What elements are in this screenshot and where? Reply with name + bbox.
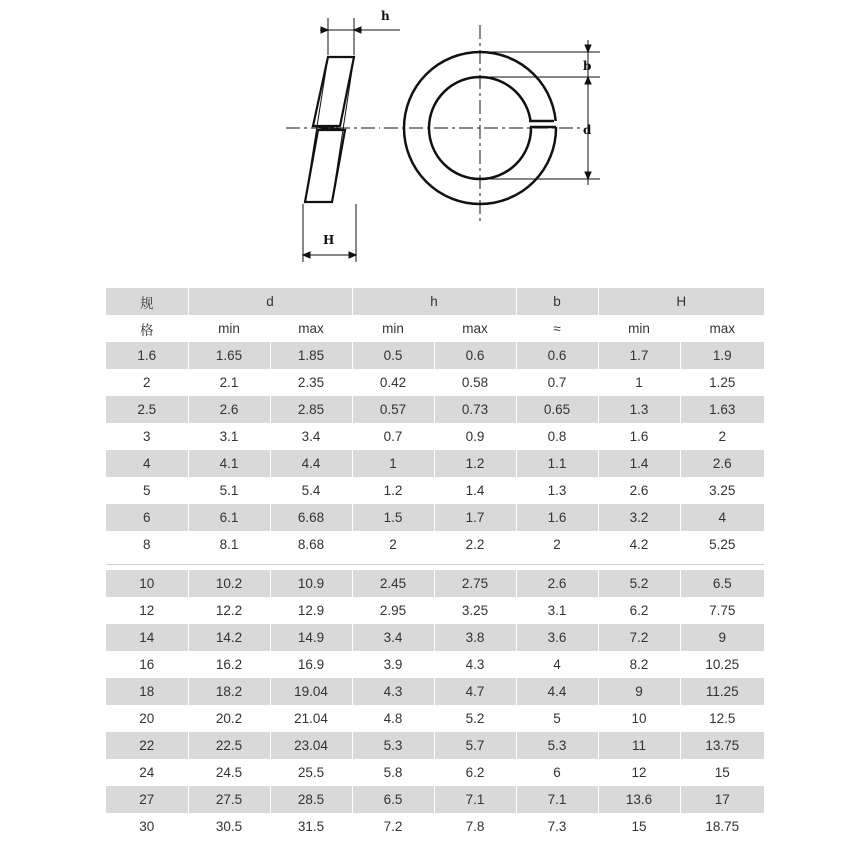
- table-cell: 24.5: [188, 759, 270, 786]
- header-d: d: [188, 288, 352, 315]
- table-cell: 5.2: [434, 705, 516, 732]
- table-cell: 1.4: [434, 477, 516, 504]
- table-cell: 4.7: [434, 678, 516, 705]
- table-cell: 2.95: [352, 597, 434, 624]
- table-cell: 0.7: [352, 423, 434, 450]
- header-sub-cell: 格: [106, 315, 188, 342]
- table-cell: 5.1: [188, 477, 270, 504]
- table-cell: 30.5: [188, 813, 270, 840]
- table-cell: 5: [516, 705, 598, 732]
- table-cell: 12: [598, 759, 680, 786]
- header-sub-cell: max: [270, 315, 352, 342]
- table-cell: 2.85: [270, 396, 352, 423]
- table-cell: 10: [106, 570, 188, 597]
- table-row: [106, 450, 764, 477]
- header-sub-cell: min: [188, 315, 270, 342]
- table-row: [106, 786, 764, 813]
- table-cell: 0.6: [434, 342, 516, 369]
- table-cell: 6.5: [680, 570, 764, 597]
- table-cell: 1.3: [516, 477, 598, 504]
- table-cell: 3.9: [352, 651, 434, 678]
- table-cell: 5.7: [434, 732, 516, 759]
- table-cell: 12.9: [270, 597, 352, 624]
- table-cell: 5.4: [270, 477, 352, 504]
- table-cell: 2.6: [680, 450, 764, 477]
- label-H: H: [323, 233, 335, 247]
- table-cell: 0.6: [516, 342, 598, 369]
- table-cell: 0.5: [352, 342, 434, 369]
- table-row: [106, 624, 764, 651]
- table-cell: 2.6: [516, 570, 598, 597]
- table-cell: 28.5: [270, 786, 352, 813]
- table-cell: 10.9: [270, 570, 352, 597]
- table-cell: 1.6: [106, 342, 188, 369]
- table-row: [106, 477, 764, 504]
- table-cell: 7.1: [434, 786, 516, 813]
- table-cell: 8.68: [270, 531, 352, 558]
- table-cell: 0.7: [516, 369, 598, 396]
- table-cell: 1: [352, 450, 434, 477]
- table-cell: 2: [352, 531, 434, 558]
- table-cell: 6.2: [434, 759, 516, 786]
- table-cell: 14.9: [270, 624, 352, 651]
- table-cell: 16.9: [270, 651, 352, 678]
- header-sub-cell: min: [352, 315, 434, 342]
- table-cell: 6.1: [188, 504, 270, 531]
- table-cell: 18.75: [680, 813, 764, 840]
- table-row: [106, 597, 764, 624]
- table-cell: 14.2: [188, 624, 270, 651]
- table-cell: 30: [106, 813, 188, 840]
- table-cell: 12.5: [680, 705, 764, 732]
- table-cell: 0.8: [516, 423, 598, 450]
- table-cell: 3.2: [598, 504, 680, 531]
- table-cell: 4: [106, 450, 188, 477]
- table-cell: 0.9: [434, 423, 516, 450]
- table-cell: 1.3: [598, 396, 680, 423]
- table-cell: 11: [598, 732, 680, 759]
- table-cell: 13.6: [598, 786, 680, 813]
- table-cell: 6.5: [352, 786, 434, 813]
- table-cell: 5.8: [352, 759, 434, 786]
- table-cell: 0.65: [516, 396, 598, 423]
- header-h: h: [352, 288, 516, 315]
- table-cell: 8: [106, 531, 188, 558]
- table-row: [106, 369, 764, 396]
- dimension-h: [320, 18, 400, 55]
- table-cell: 7.2: [352, 813, 434, 840]
- table-cell: 4.4: [270, 450, 352, 477]
- table-cell: 27.5: [188, 786, 270, 813]
- table-cell: 3.6: [516, 624, 598, 651]
- table-row: [106, 813, 764, 840]
- label-b: b: [583, 59, 592, 73]
- table-cell: 25.5: [270, 759, 352, 786]
- table-cell: 6.68: [270, 504, 352, 531]
- table-cell: 10.2: [188, 570, 270, 597]
- table-cell: 3.4: [352, 624, 434, 651]
- table-cell: 14: [106, 624, 188, 651]
- table-cell: 7.3: [516, 813, 598, 840]
- table-cell: 4.8: [352, 705, 434, 732]
- table-cell: 3: [106, 423, 188, 450]
- spring-washer-drawing: [0, 0, 866, 280]
- table-cell: 1.65: [188, 342, 270, 369]
- table-cell: 4: [680, 504, 764, 531]
- table-cell: 7.8: [434, 813, 516, 840]
- table-cell: 0.58: [434, 369, 516, 396]
- table-cell: 17: [680, 786, 764, 813]
- table-cell: 1.1: [516, 450, 598, 477]
- table-row: [106, 678, 764, 705]
- table-cell: 4.3: [434, 651, 516, 678]
- table-cell: 0.57: [352, 396, 434, 423]
- table-cell: 3.25: [680, 477, 764, 504]
- table-cell: 5: [106, 477, 188, 504]
- table-cell: 22.5: [188, 732, 270, 759]
- header-sub-cell: ≈: [516, 315, 598, 342]
- table-row: [106, 504, 764, 531]
- table-row: [106, 531, 764, 558]
- table-cell: 1.2: [434, 450, 516, 477]
- table-cell: 2.1: [188, 369, 270, 396]
- table-cell: 1.7: [434, 504, 516, 531]
- table-cell: 7.1: [516, 786, 598, 813]
- table-row: [106, 732, 764, 759]
- table-cell: 1.5: [352, 504, 434, 531]
- table-cell: 1.4: [598, 450, 680, 477]
- table-cell: 0.73: [434, 396, 516, 423]
- table-cell: 24: [106, 759, 188, 786]
- table-cell: 20.2: [188, 705, 270, 732]
- table-cell: 2.5: [106, 396, 188, 423]
- table-cell: 10: [598, 705, 680, 732]
- table-cell: 9: [680, 624, 764, 651]
- table-row: [106, 570, 764, 597]
- table-cell: 5.2: [598, 570, 680, 597]
- table-cell: 2.2: [434, 531, 516, 558]
- table-cell: 0.42: [352, 369, 434, 396]
- label-h: h: [381, 9, 390, 23]
- table-cell: 5.25: [680, 531, 764, 558]
- table-cell: 1.9: [680, 342, 764, 369]
- table-cell: 2.6: [598, 477, 680, 504]
- table-cell: 10.25: [680, 651, 764, 678]
- header-spec: 规: [106, 288, 188, 315]
- header-b: b: [516, 288, 598, 315]
- table-row: [106, 651, 764, 678]
- table-cell: 2: [106, 369, 188, 396]
- table-cell: 19.04: [270, 678, 352, 705]
- table-cell: 31.5: [270, 813, 352, 840]
- table-cell: 1.7: [598, 342, 680, 369]
- table-cell: 18: [106, 678, 188, 705]
- table-row: [106, 423, 764, 450]
- table-cell: 3.25: [434, 597, 516, 624]
- table-cell: 5.3: [352, 732, 434, 759]
- table-cell: 20: [106, 705, 188, 732]
- table-row: [106, 759, 764, 786]
- table-row: [106, 342, 764, 369]
- table-cell: 4.3: [352, 678, 434, 705]
- table-cell: 4.1: [188, 450, 270, 477]
- table-cell: 1: [598, 369, 680, 396]
- table-row: [106, 396, 764, 423]
- table-cell: 16.2: [188, 651, 270, 678]
- table-cell: 2.75: [434, 570, 516, 597]
- table-cell: 2: [516, 531, 598, 558]
- table-cell: 4: [516, 651, 598, 678]
- table-cell: 2.35: [270, 369, 352, 396]
- table-cell: 5.3: [516, 732, 598, 759]
- table-cell: 4.2: [598, 531, 680, 558]
- table-cell: 1.2: [352, 477, 434, 504]
- table-cell: 1.25: [680, 369, 764, 396]
- table-cell: 4.4: [516, 678, 598, 705]
- table-cell: 1.6: [516, 504, 598, 531]
- dimension-b-d: [480, 40, 600, 185]
- table-cell: 12.2: [188, 597, 270, 624]
- table-cell: 15: [598, 813, 680, 840]
- table-cell: 3.4: [270, 423, 352, 450]
- table-cell: 9: [598, 678, 680, 705]
- table-cell: 2.6: [188, 396, 270, 423]
- table-cell: 16: [106, 651, 188, 678]
- header-H: H: [598, 288, 764, 315]
- table-cell: 13.75: [680, 732, 764, 759]
- header-sub-cell: max: [680, 315, 764, 342]
- table-cell: 8.2: [598, 651, 680, 678]
- table-cell: 6.2: [598, 597, 680, 624]
- table-cell: 2.45: [352, 570, 434, 597]
- table-cell: 3.1: [188, 423, 270, 450]
- table-cell: 8.1: [188, 531, 270, 558]
- header-row-1: [106, 288, 764, 315]
- washer-side-view: [305, 57, 354, 202]
- table-row: [106, 705, 764, 732]
- table-cell: 3.1: [516, 597, 598, 624]
- spring-washer-spec-table: [106, 288, 764, 840]
- table-cell: 2: [680, 423, 764, 450]
- table-cell: 6: [516, 759, 598, 786]
- table-cell: 7.75: [680, 597, 764, 624]
- table-cell: 21.04: [270, 705, 352, 732]
- table-cell: 11.25: [680, 678, 764, 705]
- table-cell: 12: [106, 597, 188, 624]
- table-cell: 3.8: [434, 624, 516, 651]
- table-cell: 27: [106, 786, 188, 813]
- table-cell: 22: [106, 732, 188, 759]
- table-cell: 15: [680, 759, 764, 786]
- table-cell: 18.2: [188, 678, 270, 705]
- label-d: d: [583, 123, 592, 137]
- table-cell: 7.2: [598, 624, 680, 651]
- table-cell: 1.63: [680, 396, 764, 423]
- table-cell: 6: [106, 504, 188, 531]
- table-cell: 1.6: [598, 423, 680, 450]
- header-row-2: [106, 315, 764, 342]
- header-sub-cell: min: [598, 315, 680, 342]
- header-sub-cell: max: [434, 315, 516, 342]
- table-cell: 23.04: [270, 732, 352, 759]
- table-cell: 1.85: [270, 342, 352, 369]
